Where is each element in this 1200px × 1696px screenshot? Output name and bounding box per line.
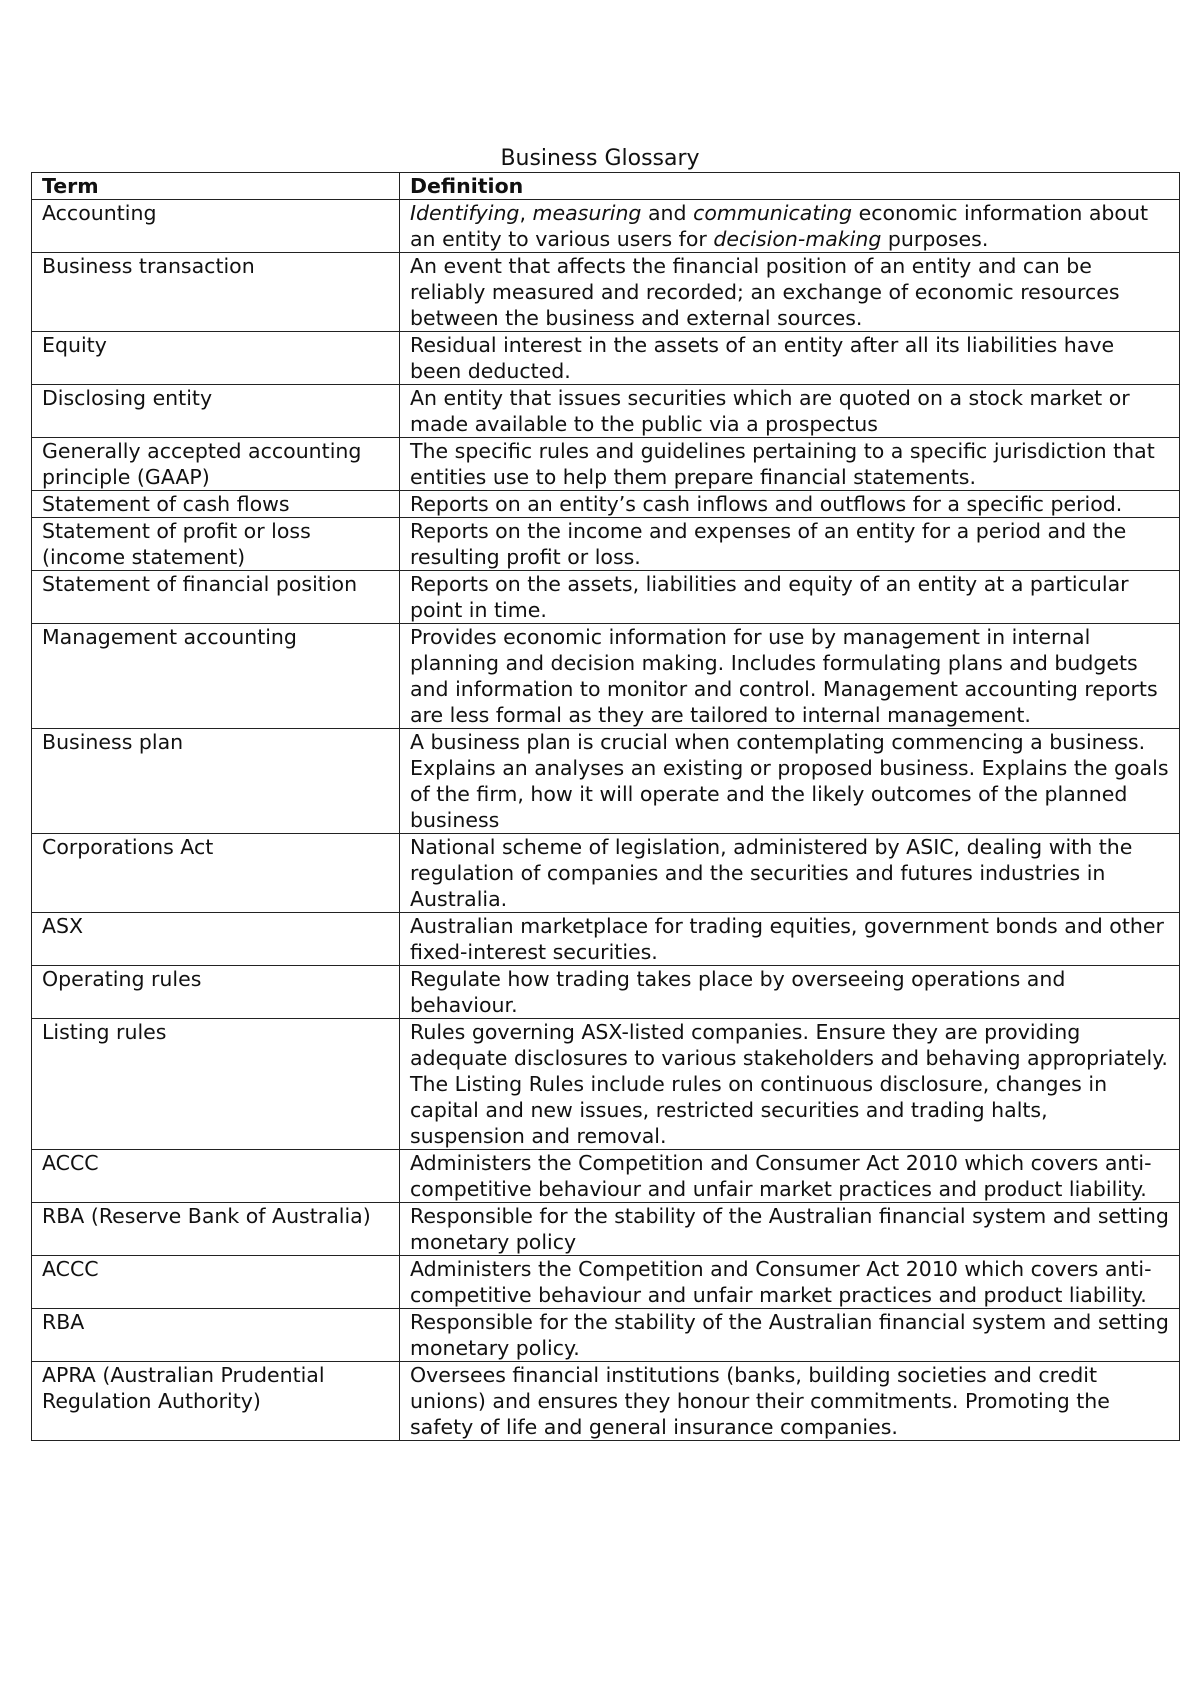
table-row [32, 518, 1180, 571]
term-cell: Accounting [32, 200, 400, 253]
definition-cell: A business plan is crucial when contemplating commencing a business. Explains an analyses an existing or proposed business. Explains the goals of the firm, how it will operate and the likely outcomes of the planned business [400, 729, 1180, 834]
definition-cell: Rules governing ASX-listed companies. Ensure they are providing adequate disclosures to various stakeholders and behaving appropriately. The Listing Rules include rules on continuous disclosure, changes in capital and new issues, restricted securities and trading halts, suspension and removal. [400, 1019, 1180, 1150]
term-cell: Generally accepted accounting principle (GAAP) [32, 438, 400, 491]
definition-cell: Administers the Competition and Consumer Act 2010 which covers anti-competitive behaviour and unfair market practices and product liability. [400, 1150, 1180, 1203]
table-row [32, 966, 1180, 1019]
definition-emphasis: communicating [693, 201, 853, 225]
term-cell: APRA (Australian Prudential Regulation Authority) [32, 1362, 400, 1441]
table-row [32, 1150, 1180, 1203]
table-row [32, 438, 1180, 491]
table-row [32, 253, 1180, 332]
term-cell: ACCC [32, 1256, 400, 1309]
definition-cell: Reports on the assets, liabilities and equity of an entity at a particular point in time. [400, 571, 1180, 624]
definition-cell: The specific rules and guidelines pertaining to a specific jurisdiction that entities use to help them prepare financial statements. [400, 438, 1180, 491]
table-row [32, 1256, 1180, 1309]
definition-cell: Responsible for the stability of the Australian financial system and setting monetary policy. [400, 1309, 1180, 1362]
term-cell: ASX [32, 913, 400, 966]
definition-emphasis: decision-making [713, 227, 882, 251]
term-cell: ACCC [32, 1150, 400, 1203]
glossary-table [31, 172, 1180, 1441]
definition-cell: Reports on an entity’s cash inflows and outflows for a specific period. [400, 491, 1180, 518]
term-cell: Statement of profit or loss (income statement) [32, 518, 400, 571]
definition-text: , [519, 201, 533, 225]
term-cell: Statement of financial position [32, 571, 400, 624]
term-cell: Operating rules [32, 966, 400, 1019]
definition-text: purposes. [881, 227, 989, 251]
table-row [32, 624, 1180, 729]
definition-cell: An event that affects the financial position of an entity and can be reliably measured and recorded; an exchange of economic resources between the business and external sources. [400, 253, 1180, 332]
term-cell: RBA [32, 1309, 400, 1362]
table-row [32, 1019, 1180, 1150]
column-header-definition: Definition [400, 173, 1180, 200]
definition-emphasis: measuring [532, 201, 642, 225]
term-cell: Disclosing entity [32, 385, 400, 438]
definition-cell [400, 200, 1180, 253]
definition-cell: National scheme of legislation, administered by ASIC, dealing with the regulation of companies and the securities and futures industries in Australia. [400, 834, 1180, 913]
definition-text: economic information about an entity to various users for [410, 201, 1148, 251]
table-row [32, 1203, 1180, 1256]
column-header-term: Term [32, 173, 400, 200]
definition-emphasis: Identifying [410, 201, 520, 225]
table-row [32, 913, 1180, 966]
table-row [32, 1362, 1180, 1441]
definition-cell: Australian marketplace for trading equities, government bonds and other fixed-interest securities. [400, 913, 1180, 966]
definition-cell: Administers the Competition and Consumer Act 2010 which covers anti-competitive behaviour and unfair market practices and product liability. [400, 1256, 1180, 1309]
term-cell: Listing rules [32, 1019, 400, 1150]
definition-cell: Provides economic information for use by management in internal planning and decision making. Includes formulating plans and budgets and information to monitor and control. Management accounting reports are less formal as they are tailored to internal management. [400, 624, 1180, 729]
term-cell: Statement of cash flows [32, 491, 400, 518]
definition-cell: An entity that issues securities which are quoted on a stock market or made available to the public via a prospectus [400, 385, 1180, 438]
table-row [32, 491, 1180, 518]
page-title: Business Glossary [500, 146, 700, 171]
definition-cell: Regulate how trading takes place by overseeing operations and behaviour. [400, 966, 1180, 1019]
term-cell: Management accounting [32, 624, 400, 729]
table-header-row [32, 173, 1180, 200]
definition-cell: Residual interest in the assets of an entity after all its liabilities have been deducted. [400, 332, 1180, 385]
term-cell: Business plan [32, 729, 400, 834]
definition-cell: Responsible for the stability of the Australian financial system and setting monetary policy [400, 1203, 1180, 1256]
term-cell: Corporations Act [32, 834, 400, 913]
term-cell: RBA (Reserve Bank of Australia) [32, 1203, 400, 1256]
definition-text: and [641, 201, 694, 225]
table-row [32, 332, 1180, 385]
table-row [32, 834, 1180, 913]
table-row [32, 729, 1180, 834]
table-row [32, 200, 1180, 253]
term-cell: Equity [32, 332, 400, 385]
definition-cell: Oversees financial institutions (banks, building societies and credit unions) and ensures they honour their commitments. Promoting the safety of life and general insurance companies. [400, 1362, 1180, 1441]
table-row [32, 385, 1180, 438]
term-cell: Business transaction [32, 253, 400, 332]
definition-cell: Reports on the income and expenses of an entity for a period and the resulting profit or loss. [400, 518, 1180, 571]
table-row [32, 571, 1180, 624]
table-row [32, 1309, 1180, 1362]
